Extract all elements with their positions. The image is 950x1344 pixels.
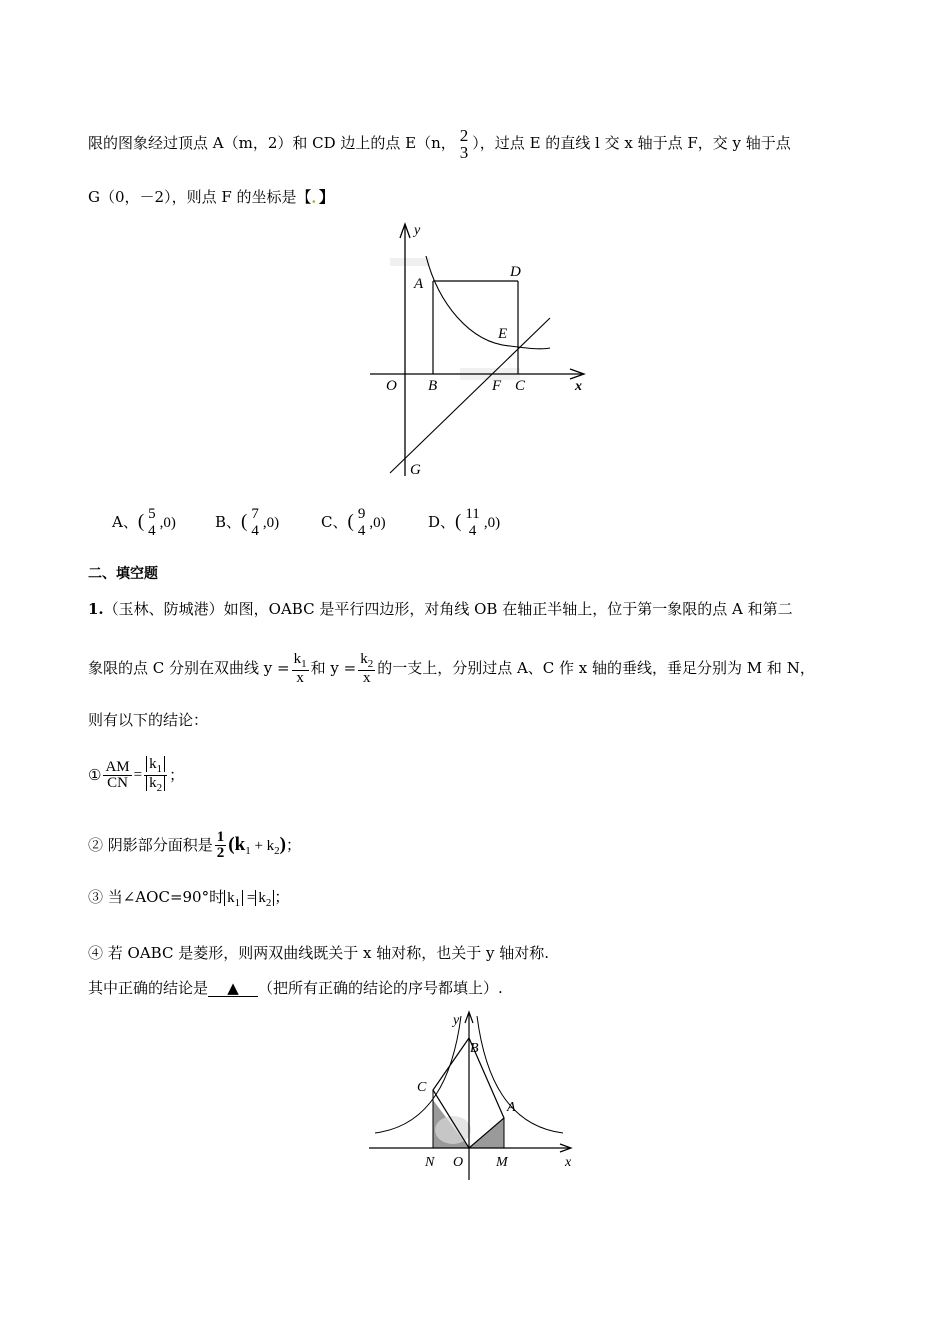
answer-blank[interactable]: ▲ — [208, 981, 258, 997]
hyperbola-curve — [426, 256, 550, 349]
label-M: M — [496, 1155, 508, 1170]
figure-2-graph — [365, 1008, 580, 1183]
conclusion-2: ② 阴影部分面积是 $\frac{1}{2}$ $(k_1 + k_2)$； — [88, 829, 301, 861]
label-x: x — [565, 1155, 572, 1170]
label-O: O — [386, 378, 397, 394]
option-a[interactable]: A、( 5 4 ,0) — [112, 506, 176, 539]
label-C: C — [417, 1080, 427, 1095]
q1-number: 1. — [88, 600, 104, 618]
q1-line2: 象限的点 C 分别在双曲线 y = $\frac{k_1}{x}$ 和 y = $\frac{k_2}{x}$ 的一支上，分别过点 A、C 作 x 轴的垂线，垂足分别为 M 和 N， — [88, 651, 815, 686]
label-y: y — [453, 1013, 460, 1028]
label-N: N — [425, 1155, 435, 1170]
figure-1-graph — [360, 218, 590, 480]
answer-line: 其中正确的结论是 ▲ （把所有正确的结论的序号都填上）. — [88, 979, 503, 997]
label-A: A — [507, 1100, 516, 1115]
hyperbola-right — [477, 1016, 563, 1133]
label-B: B — [470, 1041, 479, 1056]
label-A: A — [414, 276, 424, 292]
conclusion-3: ③ 当∠AOC=90°时 $k_1 = k_2$ ； — [88, 888, 290, 909]
fraction-two-thirds: 2 3 — [459, 126, 469, 162]
label-C: C — [515, 378, 526, 394]
problem-prev-line2: G（0，－2），则点 F 的坐标是【．】 — [88, 188, 335, 206]
answer-dot: ． — [311, 188, 320, 206]
label-F: F — [492, 378, 502, 394]
line-l — [390, 318, 550, 473]
conclusion-4: ④ 若 OABC 是菱形，则两双曲线既关于 x 轴对称，也关于 y 轴对称. — [88, 944, 549, 962]
q1-line1: 1.（玉林、防城港）如图，OABC 是平行四边形，对角线 OB 在轴正半轴上，位于第一象限的点 A 和第二 — [88, 600, 793, 618]
watermark — [435, 1116, 471, 1144]
option-d[interactable]: D、( 11 4 ,0) — [428, 506, 501, 539]
label-D: D — [510, 264, 521, 280]
option-c[interactable]: C、( 9 4 ,0) — [321, 506, 386, 539]
conclusion-1: ① $\frac{AM}{CN}$ = $\frac{k_1}{k_2}$ ； — [88, 756, 185, 794]
section-title: 二、填空题 — [88, 566, 158, 582]
problem-prev-line1: 限的图象经过顶点 A（m，2）和 CD 边上的点 E（n， 2 3 ），过点 E 的直线 l 交 x 轴于点 F，交 y 轴于点 — [88, 126, 791, 162]
label-B: B — [428, 378, 438, 394]
label-E: E — [498, 326, 508, 342]
q1-line3: 则有以下的结论： — [88, 711, 209, 729]
watermark — [390, 258, 520, 380]
label-G: G — [410, 462, 421, 478]
label-O: O — [453, 1155, 464, 1170]
label-x: x — [575, 379, 582, 394]
label-y: y — [414, 223, 421, 238]
option-b[interactable]: B、( 7 4 ,0) — [215, 506, 280, 539]
